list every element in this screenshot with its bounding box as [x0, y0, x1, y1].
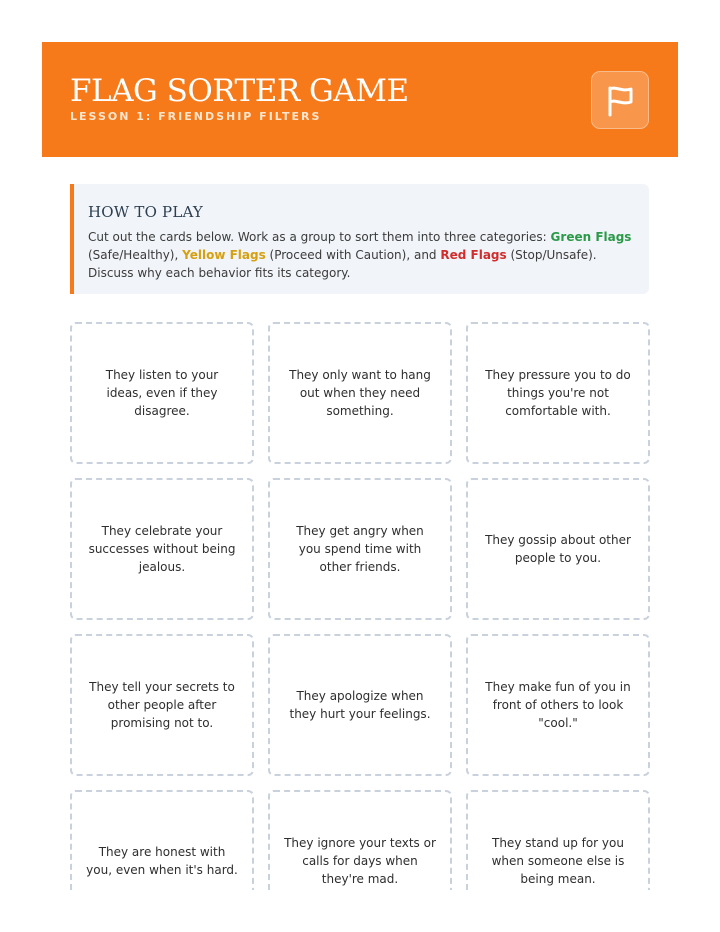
flag-logo — [591, 71, 649, 129]
behavior-card[interactable] — [466, 790, 650, 890]
card-text: They stand up for you when someone else is being mean. — [491, 836, 625, 886]
green-flags-label: Green Flags — [550, 230, 632, 244]
yellow-flags-label: Yellow Flags — [182, 248, 266, 262]
card-text: They make fun of you in front of others to look "cool." — [485, 680, 631, 730]
behavior-card[interactable] — [268, 478, 452, 620]
card-text: They get angry when you spend time with other friends. — [296, 524, 424, 574]
how-to-play-instructions — [88, 228, 633, 282]
behavior-card[interactable] — [70, 322, 254, 464]
instructions-text: (Stop/Unsafe). Discuss why each behavior fits its category. — [88, 248, 597, 280]
card-text: They pressure you to do things you're not comfortable with. — [485, 368, 631, 418]
instructions-text: (Proceed with Caution), and — [265, 248, 441, 262]
card-text: They apologize when they hurt your feelings. — [289, 689, 431, 721]
instructions-text: Cut out the cards below. Work as a group to sort them into three categories: — [88, 230, 551, 244]
behavior-card[interactable] — [268, 790, 452, 890]
card-text: They gossip about other people to you. — [485, 533, 631, 565]
card-text: They are honest with you, even when it's hard. — [86, 845, 238, 877]
card-text: They listen to your ideas, even if they disagree. — [105, 368, 219, 418]
card-text: They only want to hang out when they need something. — [289, 368, 431, 418]
header-banner — [42, 42, 678, 157]
page-title: FLAG SORTER GAME — [70, 73, 409, 109]
instructions-text: (Safe/Healthy), — [88, 248, 183, 262]
behavior-card[interactable] — [70, 790, 254, 890]
behavior-card[interactable] — [70, 478, 254, 620]
behavior-card[interactable] — [268, 634, 452, 776]
behavior-card[interactable] — [466, 478, 650, 620]
behavior-card[interactable] — [268, 322, 452, 464]
card-text: They ignore your texts or calls for days when they're mad. — [284, 836, 436, 886]
red-flags-label: Red Flags — [440, 248, 507, 262]
how-to-play-heading: HOW TO PLAY — [88, 203, 204, 221]
behavior-card[interactable] — [70, 634, 254, 776]
card-text: They celebrate your successes without being jealous. — [88, 524, 236, 574]
card-text: They tell your secrets to other people after promising not to. — [89, 680, 235, 730]
how-to-play-panel — [70, 184, 649, 294]
behavior-card[interactable] — [466, 322, 650, 464]
flag-icon — [606, 85, 636, 117]
lesson-subtitle: LESSON 1: FRIENDSHIP FILTERS — [70, 110, 322, 123]
card-grid — [70, 322, 650, 890]
behavior-card[interactable] — [466, 634, 650, 776]
